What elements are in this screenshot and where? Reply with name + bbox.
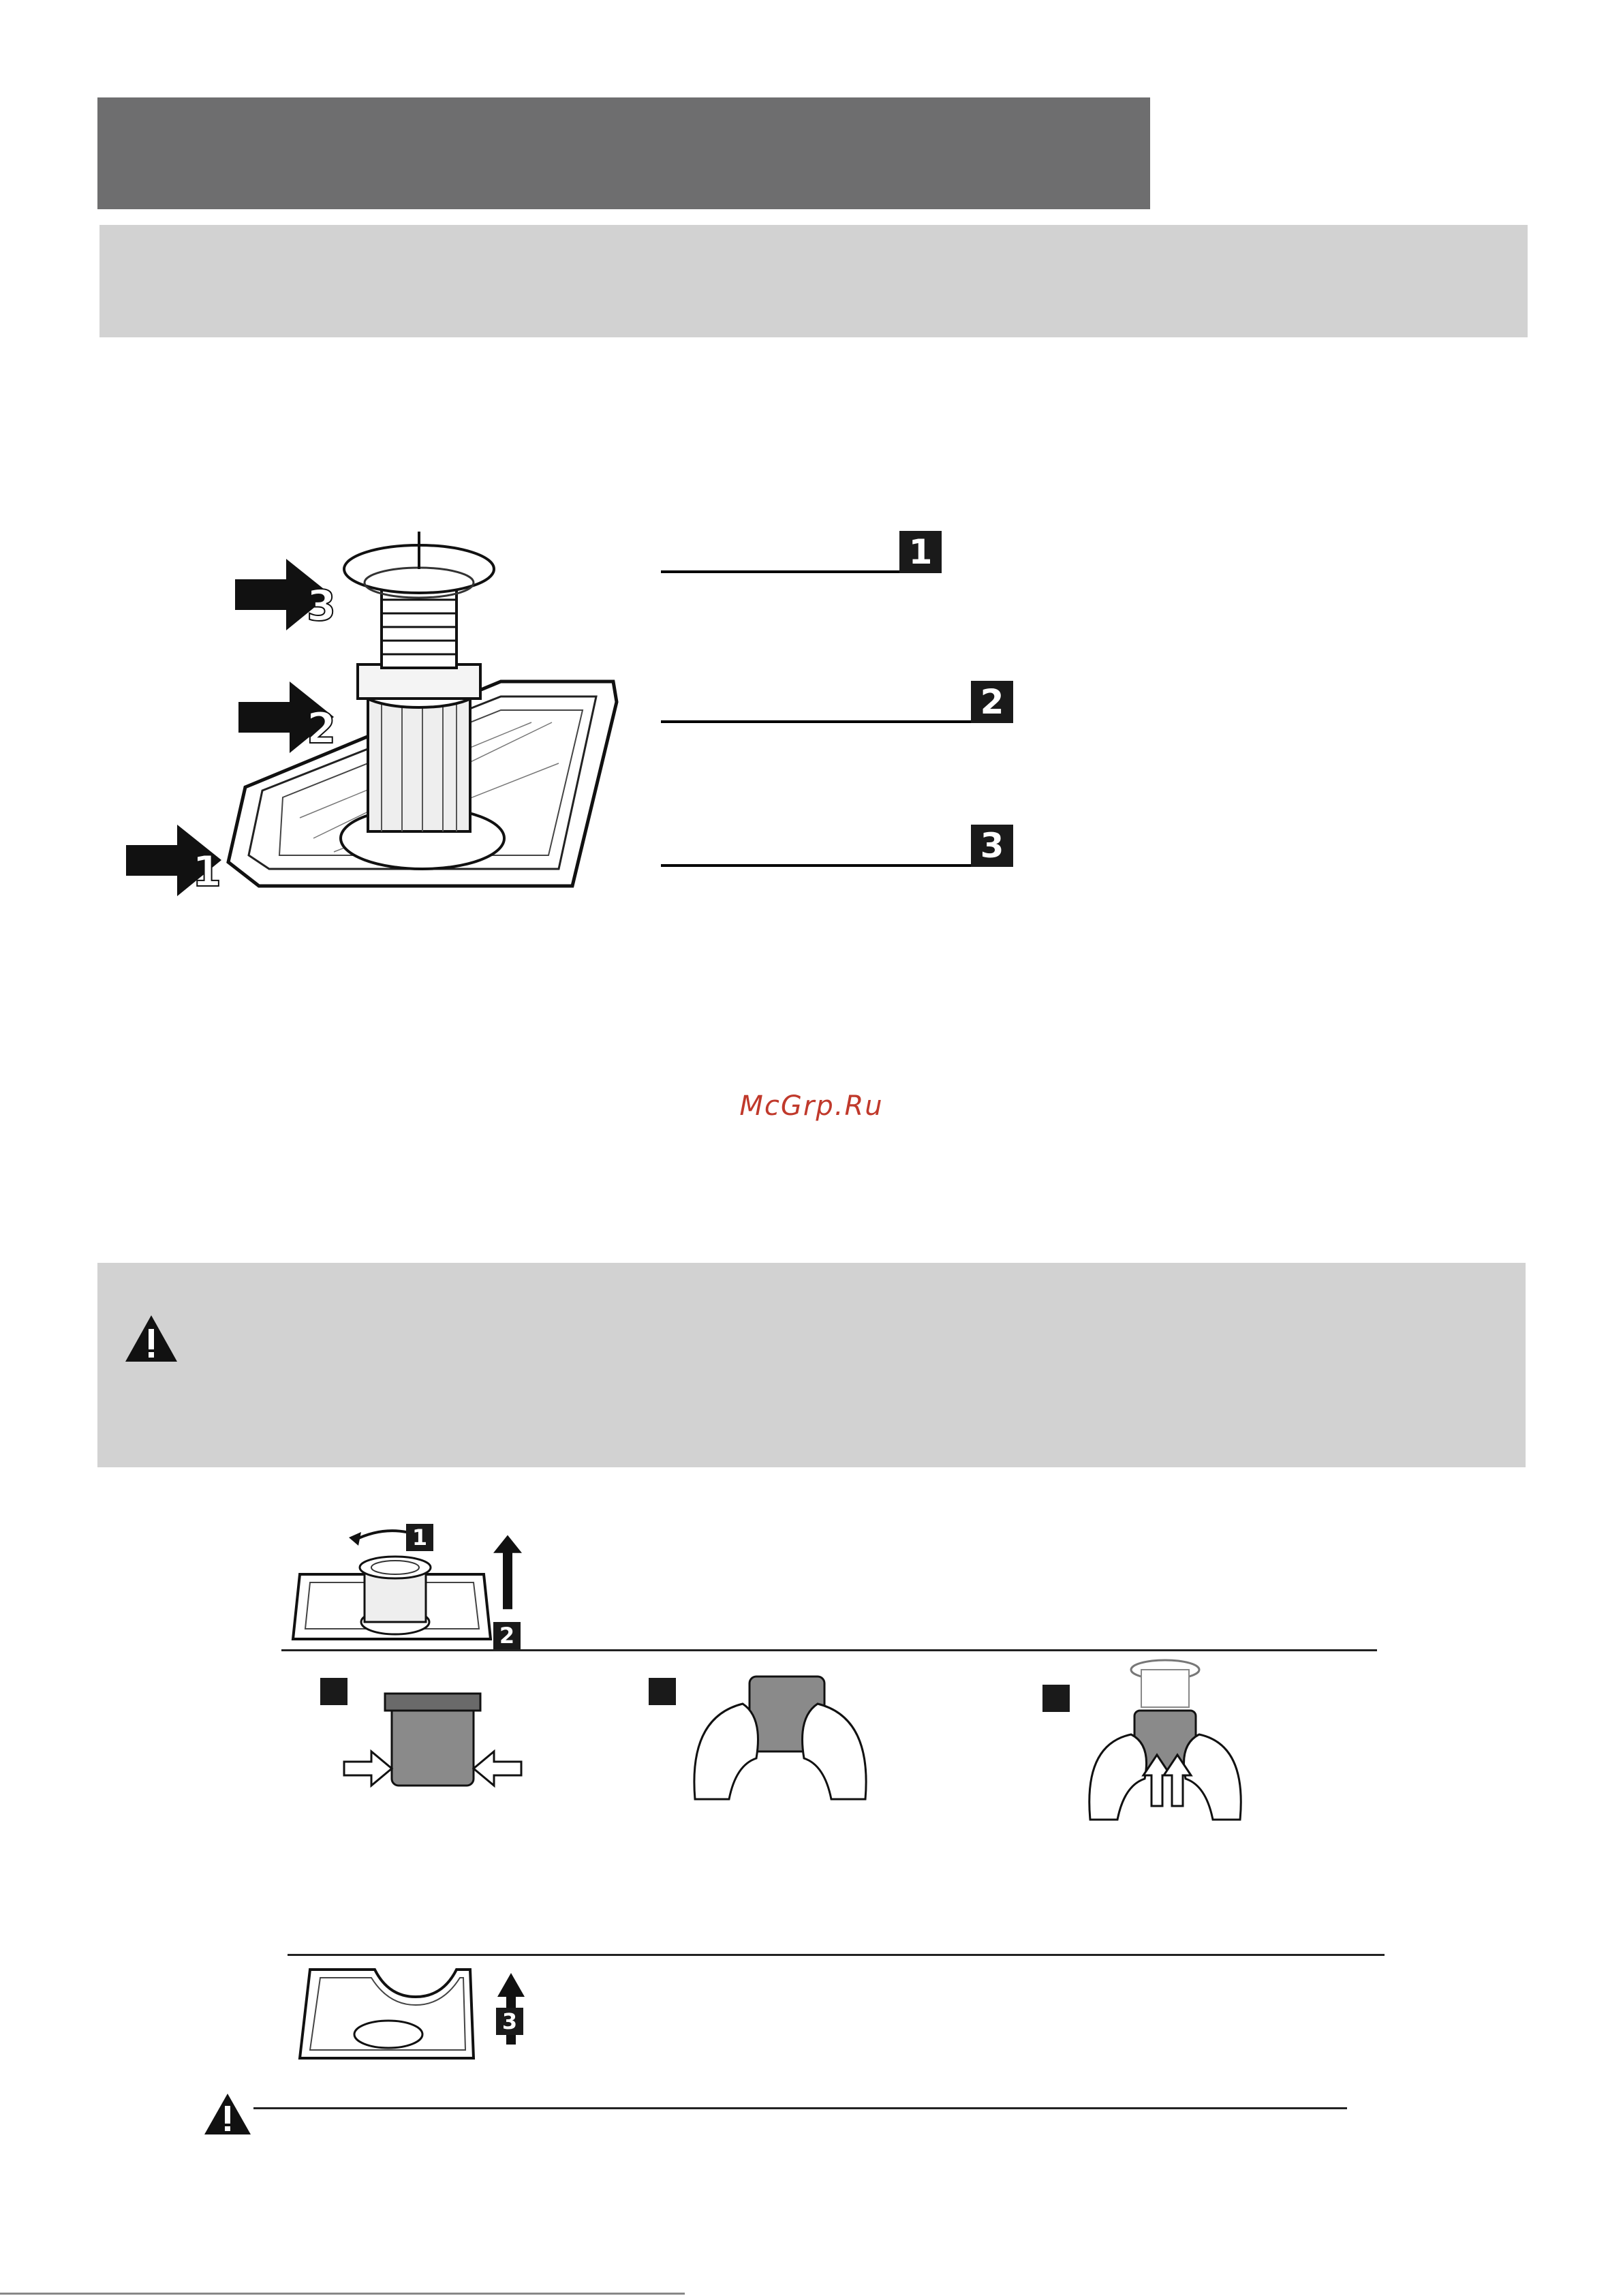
callout-leader-1 [661,570,899,573]
callout-badge-1: 1 [899,531,942,573]
header-bar-dark [97,97,1150,209]
header-bar-light [99,225,1528,337]
step2b-badge [649,1678,676,1705]
step2c-badge [1042,1685,1070,1712]
arrow-label-2: 2 [307,703,337,753]
callout-leader-2 [661,720,971,723]
warning-underline [253,2107,1347,2109]
step2c-illustration [1083,1656,1247,1826]
watermark: McGrp.Ru [739,1090,884,1122]
separator-1 [281,1649,1377,1651]
footer-line [0,2293,685,2295]
filter-assembly-figure [109,518,627,913]
callout-badge-3: 3 [971,825,1013,867]
warning-icon [124,1314,179,1363]
arrow-label-1: 1 [192,846,222,896]
arrow-label-3: 3 [307,581,337,630]
callout-leader-3 [661,864,971,867]
warning-box [97,1263,1526,1467]
step2b-illustration [688,1663,872,1806]
step1-badge-1: 1 [406,1524,433,1551]
separator-2 [288,1954,1385,1956]
step1-badge-2: 2 [493,1622,521,1649]
step2a-illustration [341,1683,525,1799]
step3-badge: 3 [496,2008,523,2035]
warning-icon-bottom [203,2092,252,2136]
callout-badge-2: 2 [971,681,1013,723]
